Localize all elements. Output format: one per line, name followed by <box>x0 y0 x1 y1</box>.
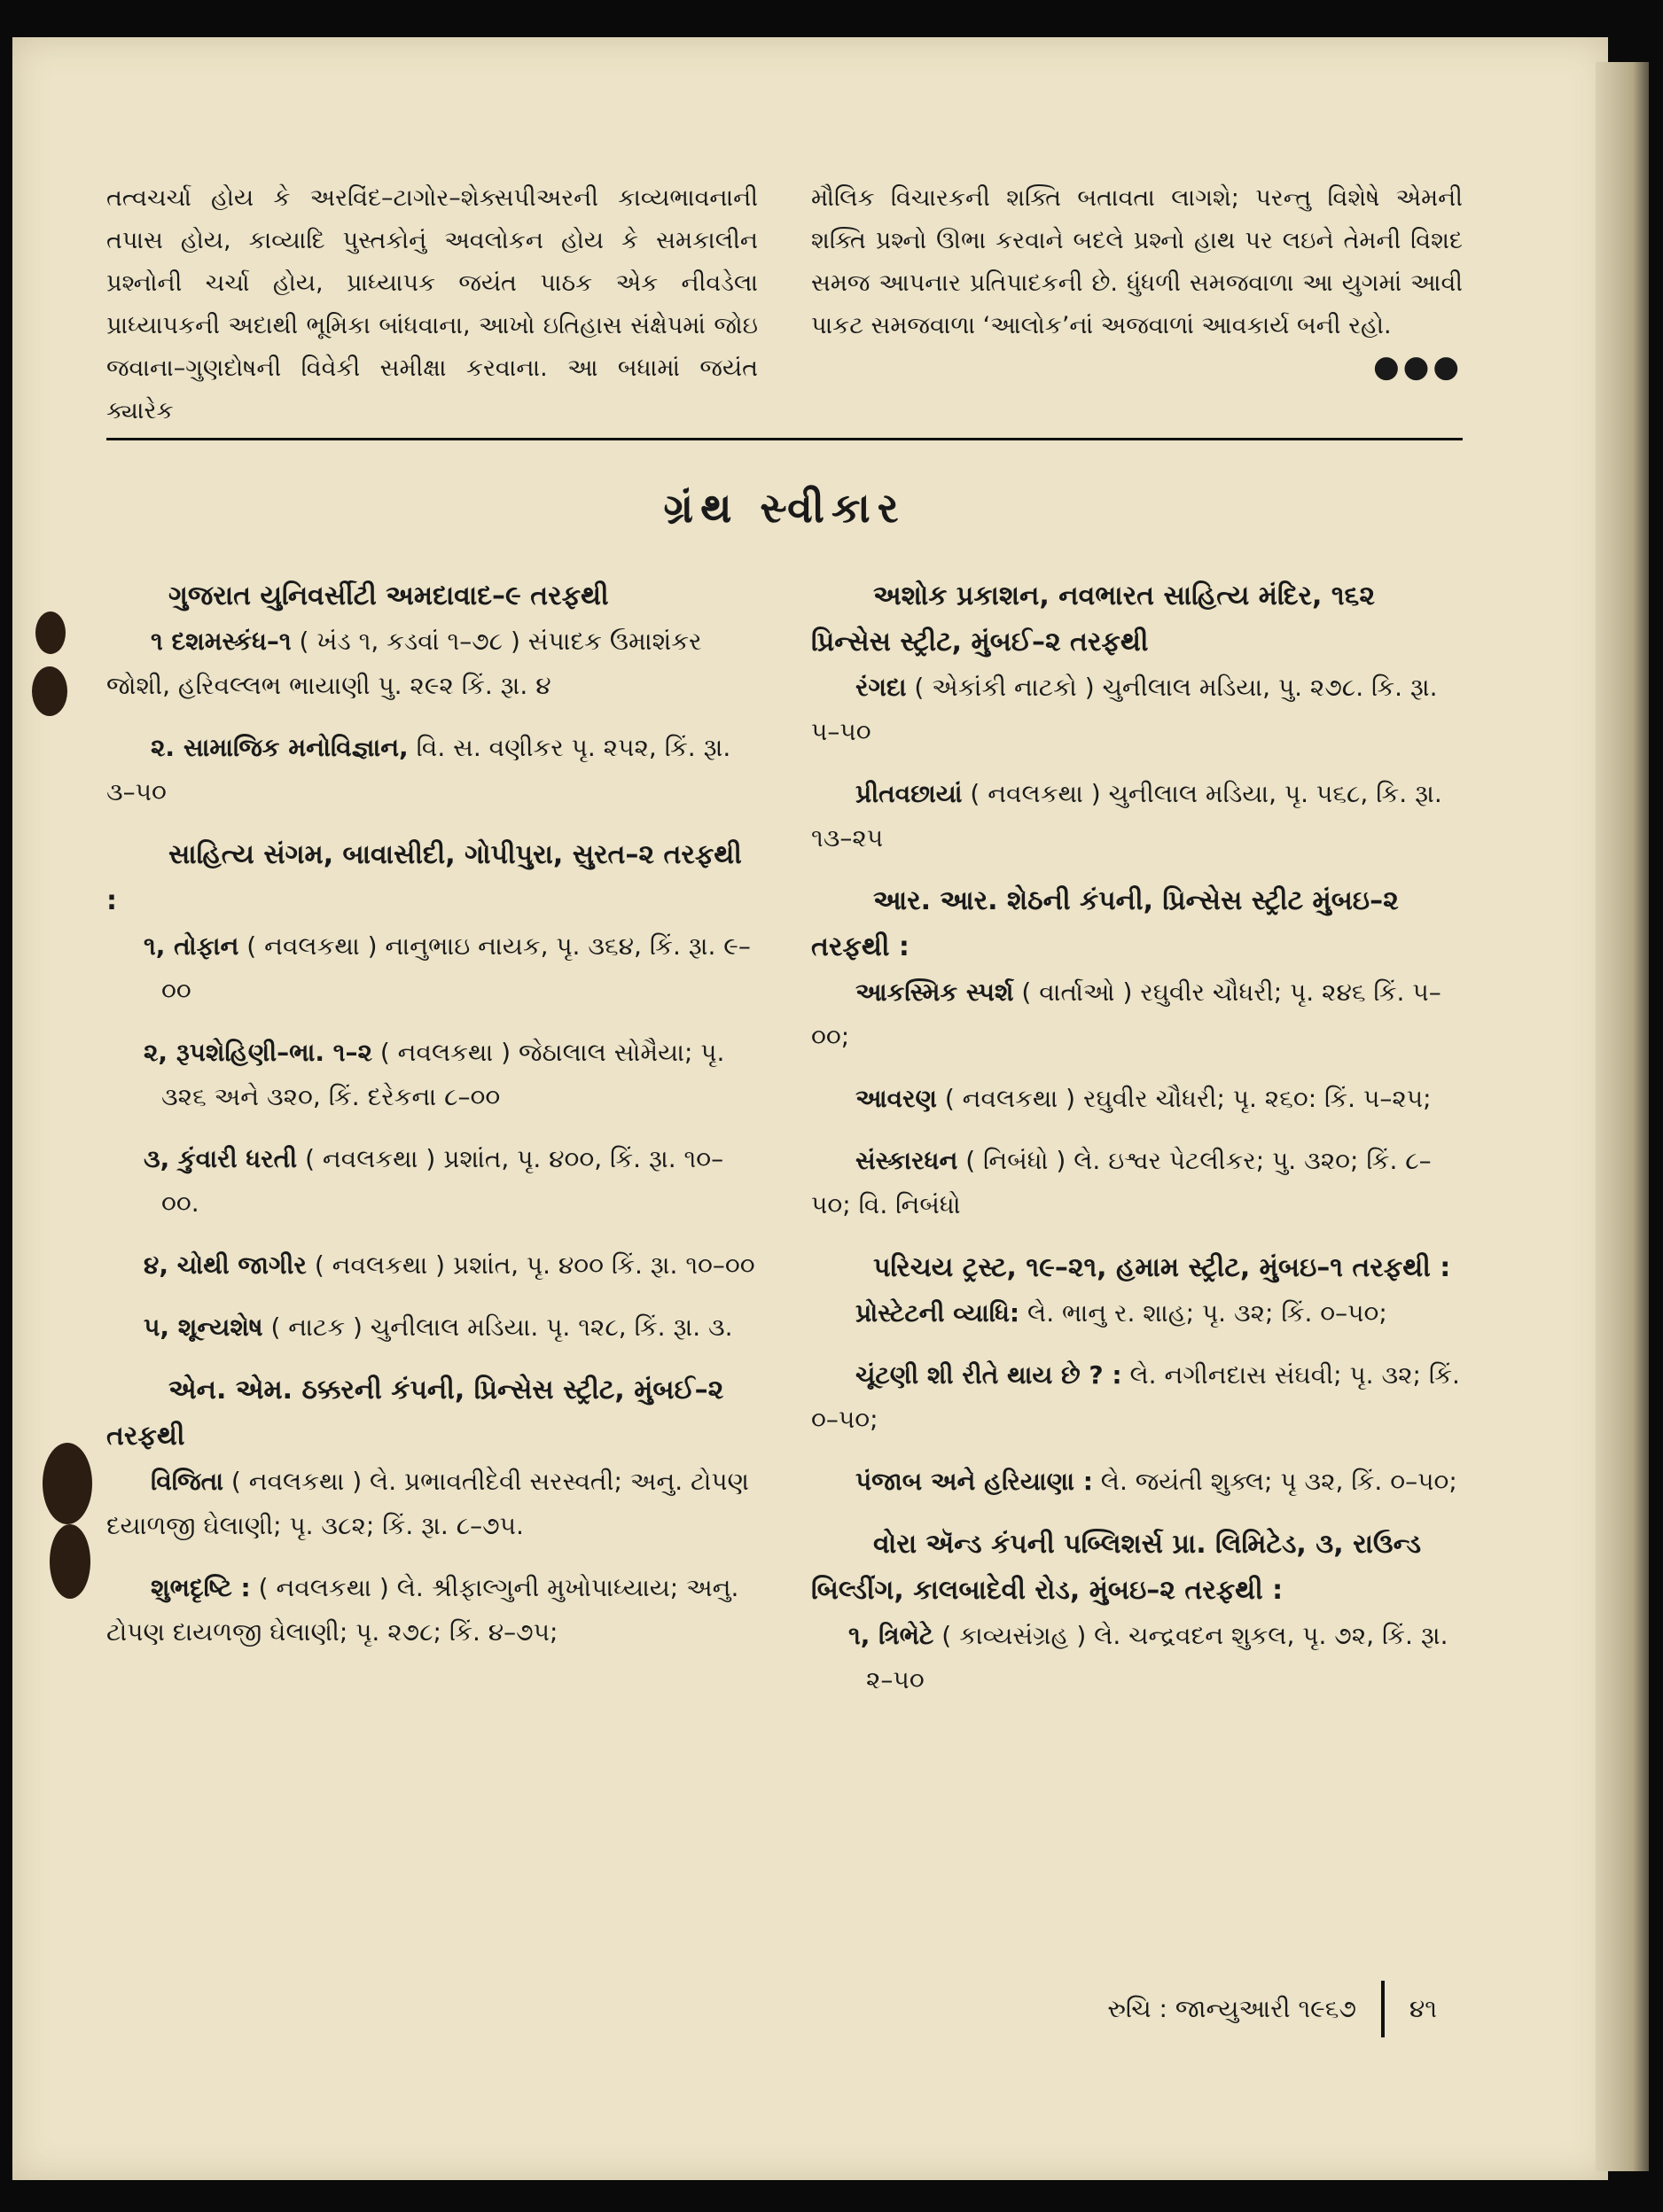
publisher-heading: પરિચય ટ્રસ્ટ, ૧૯–૨૧, હમામ સ્ટ્રીટ, મુંબઇ–૧ તરફથી : <box>873 1252 1451 1283</box>
book-details: લે. ભાનુ ર. શાહ; પૃ. ૩૨; કિં. ૦–૫૦; <box>1019 1298 1387 1328</box>
book-entry <box>106 1566 758 1655</box>
book-details: ( કાવ્યસંગ્રહ ) લે. ચન્દ્રવદન શુકલ, પૃ. ૭૨, કિં. રૂા. ૨–૫૦ <box>866 1621 1448 1694</box>
publisher-heading: અશોક પ્રકાશન, નવભારત સાહિત્ય મંદિર, ૧૬૨ પ્રિન્સેસ સ્ટ્રીટ, મુંબઈ–૨ તરફથી <box>811 580 1375 658</box>
section-title: ગ્રંથ સ્વીકાર <box>663 484 906 532</box>
book-details: ( વાર્તાઓ ) રઘુવીર ચૌધરી; પૃ. ૨૪૬ કિં. ૫–૦૦; <box>811 977 1441 1051</box>
book-entry <box>811 1353 1463 1442</box>
journal-issue: રુચિ : જાન્યુઆરી ૧૯૬૭ <box>1107 1994 1356 2023</box>
book-details: લે. જયંતી શુક્લ; પૃ ૩૨, કિં. ૦–૫૦; <box>1092 1467 1457 1496</box>
book-title: ૩, કુંવારી ધરતી <box>144 1144 298 1173</box>
book-entry <box>811 666 1463 754</box>
end-mark: ●●● <box>1372 349 1463 385</box>
article-left-column <box>106 177 758 432</box>
book-details: ( નવલકથા ) નાનુભાઇ નાયક, પૃ. ૩૬૪, કિં. રૂા. ૯–૦૦ <box>161 931 751 1005</box>
page-content <box>106 177 1463 1720</box>
publisher-heading: એન. એમ. ઠક્કરની કંપની, પ્રિન્સેસ સ્ટ્રીટ, મુંબઈ–૨ તરફથી <box>106 1375 724 1452</box>
footer-divider <box>1381 1981 1385 2037</box>
book-details: વિ. સ. વણીકર પૃ. ૨૫૨, કિં. રૂા. ૩–૫૦ <box>106 733 731 806</box>
book-entry <box>106 1305 758 1350</box>
book-details: લે. નગીનદાસ સંઘવી; પૃ. ૩૨; કિં. ૦–૫૦; <box>811 1360 1460 1434</box>
left-column <box>106 573 758 1720</box>
page-edge-stack <box>1596 62 1649 2171</box>
book-details: ( નવલકથા ) ચુનીલાલ મડિયા, પૃ. ૫૬૮, કિ. રૂા. ૧૩–૨૫ <box>811 779 1442 853</box>
book-title: ૧ દશમસ્કંધ–૧ <box>151 627 292 656</box>
section-divider <box>106 438 1463 440</box>
book-entry <box>106 1460 758 1548</box>
book-entry <box>811 1077 1463 1121</box>
book-title: ૫, શૂન્યશેષ <box>144 1312 263 1342</box>
book-details: ( નવલકથા ) લે. પ્રભાવતીદેવી સરસ્વતી; અનુ. ટોપણ દયાળજી ઘેલાણી; પૃ. ૩૮૨; કિં. રૂા. ૮–૭૫. <box>106 1467 749 1540</box>
book-entry <box>106 924 758 1013</box>
book-details: ( નવલકથા ) પ્રશાંત, પૃ. ૪૦૦, કિં. રૂા. ૧૦–૦૦. <box>161 1144 724 1218</box>
publisher-heading: વોરા ઍન્ડ કંપની પબ્લિશર્સ પ્રા. લિમિટેડ, ૩, રાઉન્ડ બિલ્ડીંગ, કાલબાદેવી રોડ, મુંબઇ–૨ તરફથી : <box>811 1529 1422 1606</box>
article-right-column <box>811 177 1463 432</box>
book-title: ચૂંટણી શી રીતે થાય છે ? : <box>855 1360 1122 1390</box>
book-title: પ્રીતવછાયાં <box>855 779 963 808</box>
book-title: રંગદા <box>855 673 907 702</box>
book-entry <box>106 726 758 814</box>
book-title: ૪, ચોથી જાગીર <box>144 1250 307 1280</box>
book-entry <box>811 1139 1463 1227</box>
book-title: ૨. સામાજિક મનોવિજ્ઞાન, <box>151 733 409 762</box>
book-details: ( નવલકથા ) પ્રશાંત, પૃ. ૪૦૦ કિં. રૂા. ૧૦–૦૦ <box>306 1250 755 1280</box>
book-title: શુભદૃષ્ટિ : <box>151 1573 251 1602</box>
ink-stain <box>32 666 67 716</box>
book-title: આકસ્મિક સ્પર્શ <box>855 977 1014 1007</box>
book-entry <box>106 1243 758 1288</box>
book-title: ૨, રૂપશેહિણી–ભા. ૧–૨ <box>144 1038 372 1067</box>
page-number: ૪૧ <box>1409 1994 1437 2023</box>
book-title: ૧, ત્રિભેટે <box>848 1621 934 1650</box>
page-footer <box>1107 1981 1437 2037</box>
ink-stain <box>35 611 66 654</box>
book-title: પ્રોસ્ટેટની વ્યાધિ: <box>855 1298 1020 1328</box>
publisher-heading: સાહિત્ય સંગમ, બાવાસીદી, ગોપીપુરા, સુરત–૨ તરફથી : <box>106 839 742 916</box>
publisher-heading: આર. આર. શેઠની કંપની, પ્રિન્સેસ સ્ટ્રીટ મુંબઇ–૨ તરફથી : <box>811 885 1399 962</box>
book-entry <box>811 1460 1463 1504</box>
book-details: ( નાટક ) ચુનીલાલ મડિયા. પૃ. ૧૨૮, કિં. રૂા. ૩. <box>262 1312 733 1342</box>
book-entry <box>811 772 1463 861</box>
book-details: ( ખંડ ૧, કડવાં ૧–૭૮ ) સંપાદક ઉમાશંકર જોશી, હરિવલ્લભ ભાયાણી પુ. ૨૯૨ કિં. રૂા. ૪ <box>106 627 702 700</box>
book-title: સંસ્કારધન <box>855 1146 958 1175</box>
continued-article <box>106 177 1463 432</box>
article-paragraph-right: મૌલિક વિચારકની શક્તિ બતાવતા લાગશે; પરન્તુ વિશેષે એમની શક્તિ પ્રશ્નો ઊભા કરવાને બદલે પ્રશ્નો હાથ પર લઇને તેમની વિશદ સમજ આપનાર પ્રતિપાદકની છે. ધુંધળી સમજવાળા આ યુગમાં આવી પાકટ સમજવાળા ‘આલોક’નાં અજવાળાં આવકાર્ય બની રહો. <box>811 184 1463 339</box>
book-title: ૧, તોફાન <box>144 931 239 961</box>
book-details: ( નવલકથા ) જેઠાલાલ સોમૈયા; પૃ. ૩૨૬ અને ૩૨૦, કિં. દરેકના ૮–૦૦ <box>161 1038 725 1111</box>
publisher-heading: ગુજરાત યુનિવર્સીટી અમદાવાદ–૯ તરફથી <box>168 580 609 611</box>
acknowledgement-list <box>106 573 1463 1720</box>
ink-stain <box>43 1443 92 1524</box>
book-entry <box>106 1031 758 1119</box>
book-title: આવરણ <box>855 1084 937 1113</box>
book-entry <box>811 970 1463 1059</box>
book-entry <box>811 1614 1463 1702</box>
book-details: ( નવલકથા ) લે. શ્રીફાલ્ગુની મુખોપાધ્યાય; અનુ. ટોપણ દાયળજી ઘેલાણી; પૃ. ૨૭૮; કિં. ૪–૭૫; <box>106 1573 739 1647</box>
article-paragraph-left: તત્વચર્ચા હોય કે અરવિંદ–ટાગોર–શેક્સપીઅરની કાવ્યભાવનાની તપાસ હોય, કાવ્યાદિ પુસ્તકોનું અવલોકન હોય કે સમકાલીન પ્રશ્નોની ચર્ચા હોય, પ્રાધ્યાપક જયંત પાઠક એક નીવડેલા પ્રાધ્યાપકની અદાથી ભૂમિકા બાંધવાના, આખો ઇતિહાસ સંક્ષેપમાં જોઇ જવાના–ગુણદોષની વિવેકી સમીક્ષા કરવાના. આ બધામાં જયંત ક્યારેક <box>106 184 758 424</box>
right-column <box>811 573 1463 1720</box>
book-title: વિજિતા <box>151 1467 224 1496</box>
book-entry <box>106 619 758 708</box>
ink-stain <box>50 1524 90 1599</box>
book-details: ( નવલકથા ) રઘુવીર ચૌધરી; પૃ. ૨૬૦: કિં. ૫–૨૫; <box>936 1084 1432 1113</box>
book-title: પંજાબ અને હરિયાણા : <box>855 1467 1093 1496</box>
book-entry <box>106 1137 758 1226</box>
book-details: ( એકાંકી નાટકો ) ચુનીલાલ મડિયા, પુ. ૨૭૮. કિ. રૂા. ૫–૫૦ <box>811 673 1438 746</box>
book-details: ( નિબંધો ) લે. ઇશ્વર પેટલીકર; પુ. ૩૨૦; કિં. ૮–૫૦; વિ. નિબંધો <box>811 1146 1432 1219</box>
book-entry <box>811 1291 1463 1336</box>
